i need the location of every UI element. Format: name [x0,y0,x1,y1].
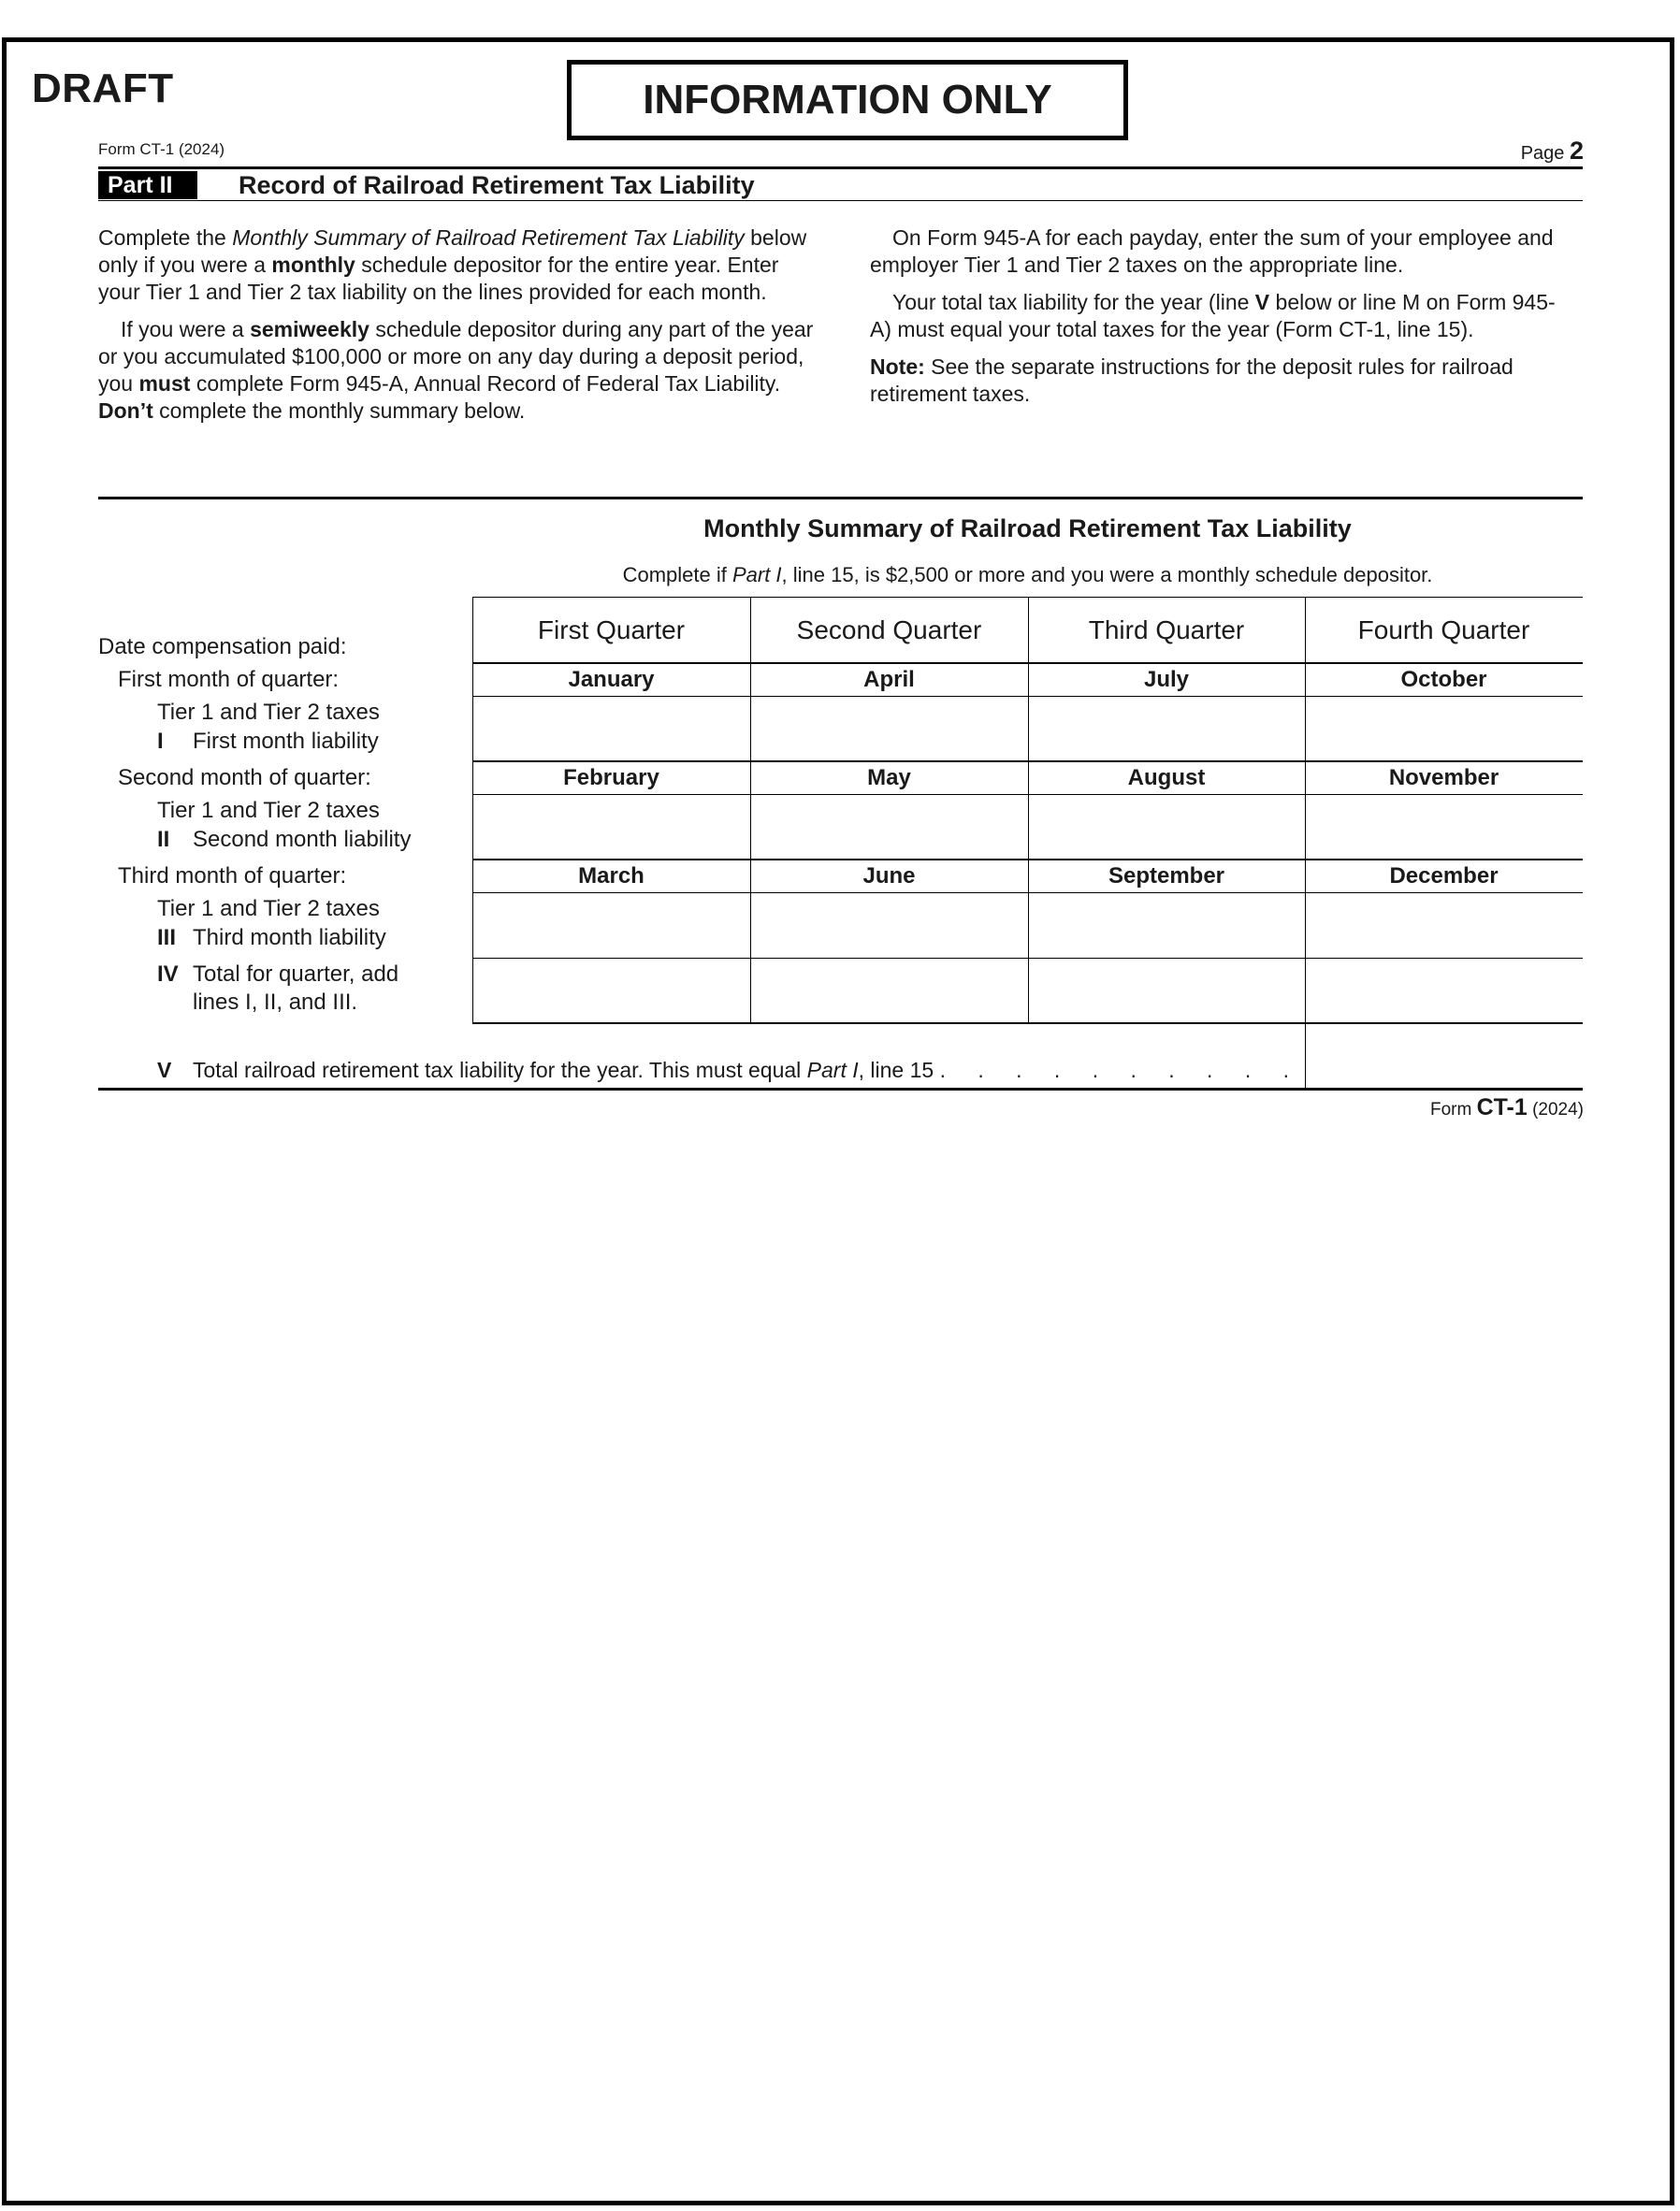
line-text: Total railroad retirement tax liability for the year. This must equal [193,1058,807,1082]
first-month-liability-q1[interactable] [473,697,750,760]
text-span: complete Form 945-A, Annual Record of Federal Tax Liability. [190,371,781,396]
text-span: Don’t [98,398,153,423]
tier-taxes-label: Tier 1 and Tier 2 taxes [157,700,380,725]
line-number: II [157,827,170,852]
table-bottom-rule [98,1088,1583,1091]
quarter-total-q4[interactable] [1306,959,1583,1022]
note-label: Note: [870,354,925,379]
quarter-total-q2[interactable] [751,959,1028,1022]
text-span: Your total tax liability for the year (line [892,290,1255,314]
text-span: semiweekly [250,317,369,341]
page-number-value: 2 [1569,137,1584,165]
text-span: complete the monthly summary below. [152,398,526,423]
line-text: lines I, II, and III. [193,990,358,1015]
line-text: , line 15 [858,1058,934,1082]
instructions-right [870,224,1562,418]
month-label: June [862,863,916,889]
month-label: February [563,765,659,790]
second-month-liability-q2[interactable] [751,795,1028,859]
instructions-paragraph [98,224,818,306]
text-span: If you were a [121,317,251,341]
footer-form-code: CT-1 [1476,1094,1528,1120]
line-ii-label [157,826,411,854]
text-span: below or line M on Form 945-A) must equal your total taxes for the year (Form CT-1, line 15). [870,290,1556,341]
footer-form-label: Form [1430,1100,1472,1120]
page-number [1521,137,1584,166]
month-label: December [1389,863,1499,889]
note-paragraph [870,354,1562,408]
line-i-label [157,728,379,756]
line-iii-label [157,924,386,952]
form-id-footer [1430,1094,1584,1121]
tier-taxes-label: Tier 1 and Tier 2 taxes [157,896,380,921]
quarter-header: First Quarter [537,615,686,644]
quarter-total-q1[interactable] [473,959,750,1022]
summary-subtitle [472,563,1583,587]
text-span: Complete the [98,225,233,250]
line-text: Part I [806,1058,859,1082]
second-month-liability-q1[interactable] [473,795,750,859]
section-rule [98,497,1583,499]
quarter-header: Fourth Quarter [1357,615,1530,644]
summary-title: Monthly Summary of Railroad Retirement Tax Liability [703,514,1352,542]
form-id-header: Form CT-1 (2024) [98,140,225,158]
third-month-liability-q3[interactable] [1029,893,1305,958]
month-label: September [1108,863,1225,889]
line-number: I [157,729,164,754]
month-label: April [863,667,915,692]
text-span: Monthly Summary of Railroad Retirement Tax Liability [232,225,745,250]
line-number: III [157,925,177,950]
date-paid-label: Date compensation paid: [98,634,347,659]
information-only-stamp: INFORMATION ONLY [567,60,1128,140]
line-text: Second month liability [193,827,412,852]
second-month-liability-q3[interactable] [1029,795,1305,859]
instructions-left [98,224,818,435]
third-month-liability-q1[interactable] [473,893,750,958]
third-month-liability-q2[interactable] [751,893,1028,958]
instructions-paragraph [870,289,1562,343]
month-label: July [1143,667,1190,692]
text-span: Part I [731,563,782,586]
quarter-total-q3[interactable] [1029,959,1305,1022]
first-month-liability-q4[interactable] [1306,697,1583,760]
second-month-liability-q4[interactable] [1306,795,1583,859]
quarter-header: Second Quarter [796,615,982,644]
text-span: schedule depositor for the entire year. Enter your Tier 1 and Tier 2 tax liability on the lines provided for each month. [98,253,779,304]
first-month-liability-q3[interactable] [1029,697,1305,760]
first-month-label: First month of quarter: [118,667,340,692]
line-iv-label [157,961,398,1017]
third-month-liability-q4[interactable] [1306,893,1583,958]
year-total-liability-field[interactable] [1306,1025,1583,1088]
line-text: Third month liability [193,925,386,950]
month-label: January [568,667,655,692]
line-number: IV [157,961,179,987]
month-label: November [1388,765,1499,790]
dot-leaders: . . . . . . . . . . [939,1058,1302,1082]
text-span: monthly [271,253,355,277]
header-rule [98,166,1583,169]
instructions-paragraph [98,316,818,425]
line-v-label [157,1058,1302,1083]
month-label: May [867,765,911,790]
month-label: October [1400,667,1487,692]
part-title-rule [98,200,1583,201]
footer-year: (2024) [1532,1100,1584,1120]
page-label: Page [1520,143,1565,164]
text-span: , line 15, is $2,500 or more and you were a monthly schedule depositor. [781,563,1433,586]
text-span: V [1254,290,1270,314]
line-text: First month liability [193,729,379,754]
text-span: See the separate instructions for the deposit rules for railroad retirement taxes. [870,354,1513,406]
draft-stamp: DRAFT [32,65,174,111]
quarter-header: Third Quarter [1088,615,1245,644]
first-month-liability-q2[interactable] [751,697,1028,760]
tier-taxes-label: Tier 1 and Tier 2 taxes [157,798,380,823]
text-span: must [138,371,191,396]
second-month-label: Second month of quarter: [118,765,371,790]
text-span: below only if you were a [98,225,807,277]
part-title: Record of Railroad Retirement Tax Liability [239,171,755,199]
line-text: Total for quarter, add [193,961,399,987]
month-label: August [1127,765,1206,790]
text-span: schedule depositor during any part of the year or you accumulated $100,000 or more on any day during a deposit period, you [98,317,814,396]
part-badge: Part II [98,171,197,199]
line-number: V [157,1058,172,1082]
text-span: Complete if [622,563,732,586]
instructions-paragraph: On Form 945-A for each payday, enter the sum of your employee and employer Tier 1 and Tier 2 taxes on the appropriate line. [870,225,1554,277]
month-label: March [578,863,644,889]
third-month-label: Third month of quarter: [118,863,347,889]
